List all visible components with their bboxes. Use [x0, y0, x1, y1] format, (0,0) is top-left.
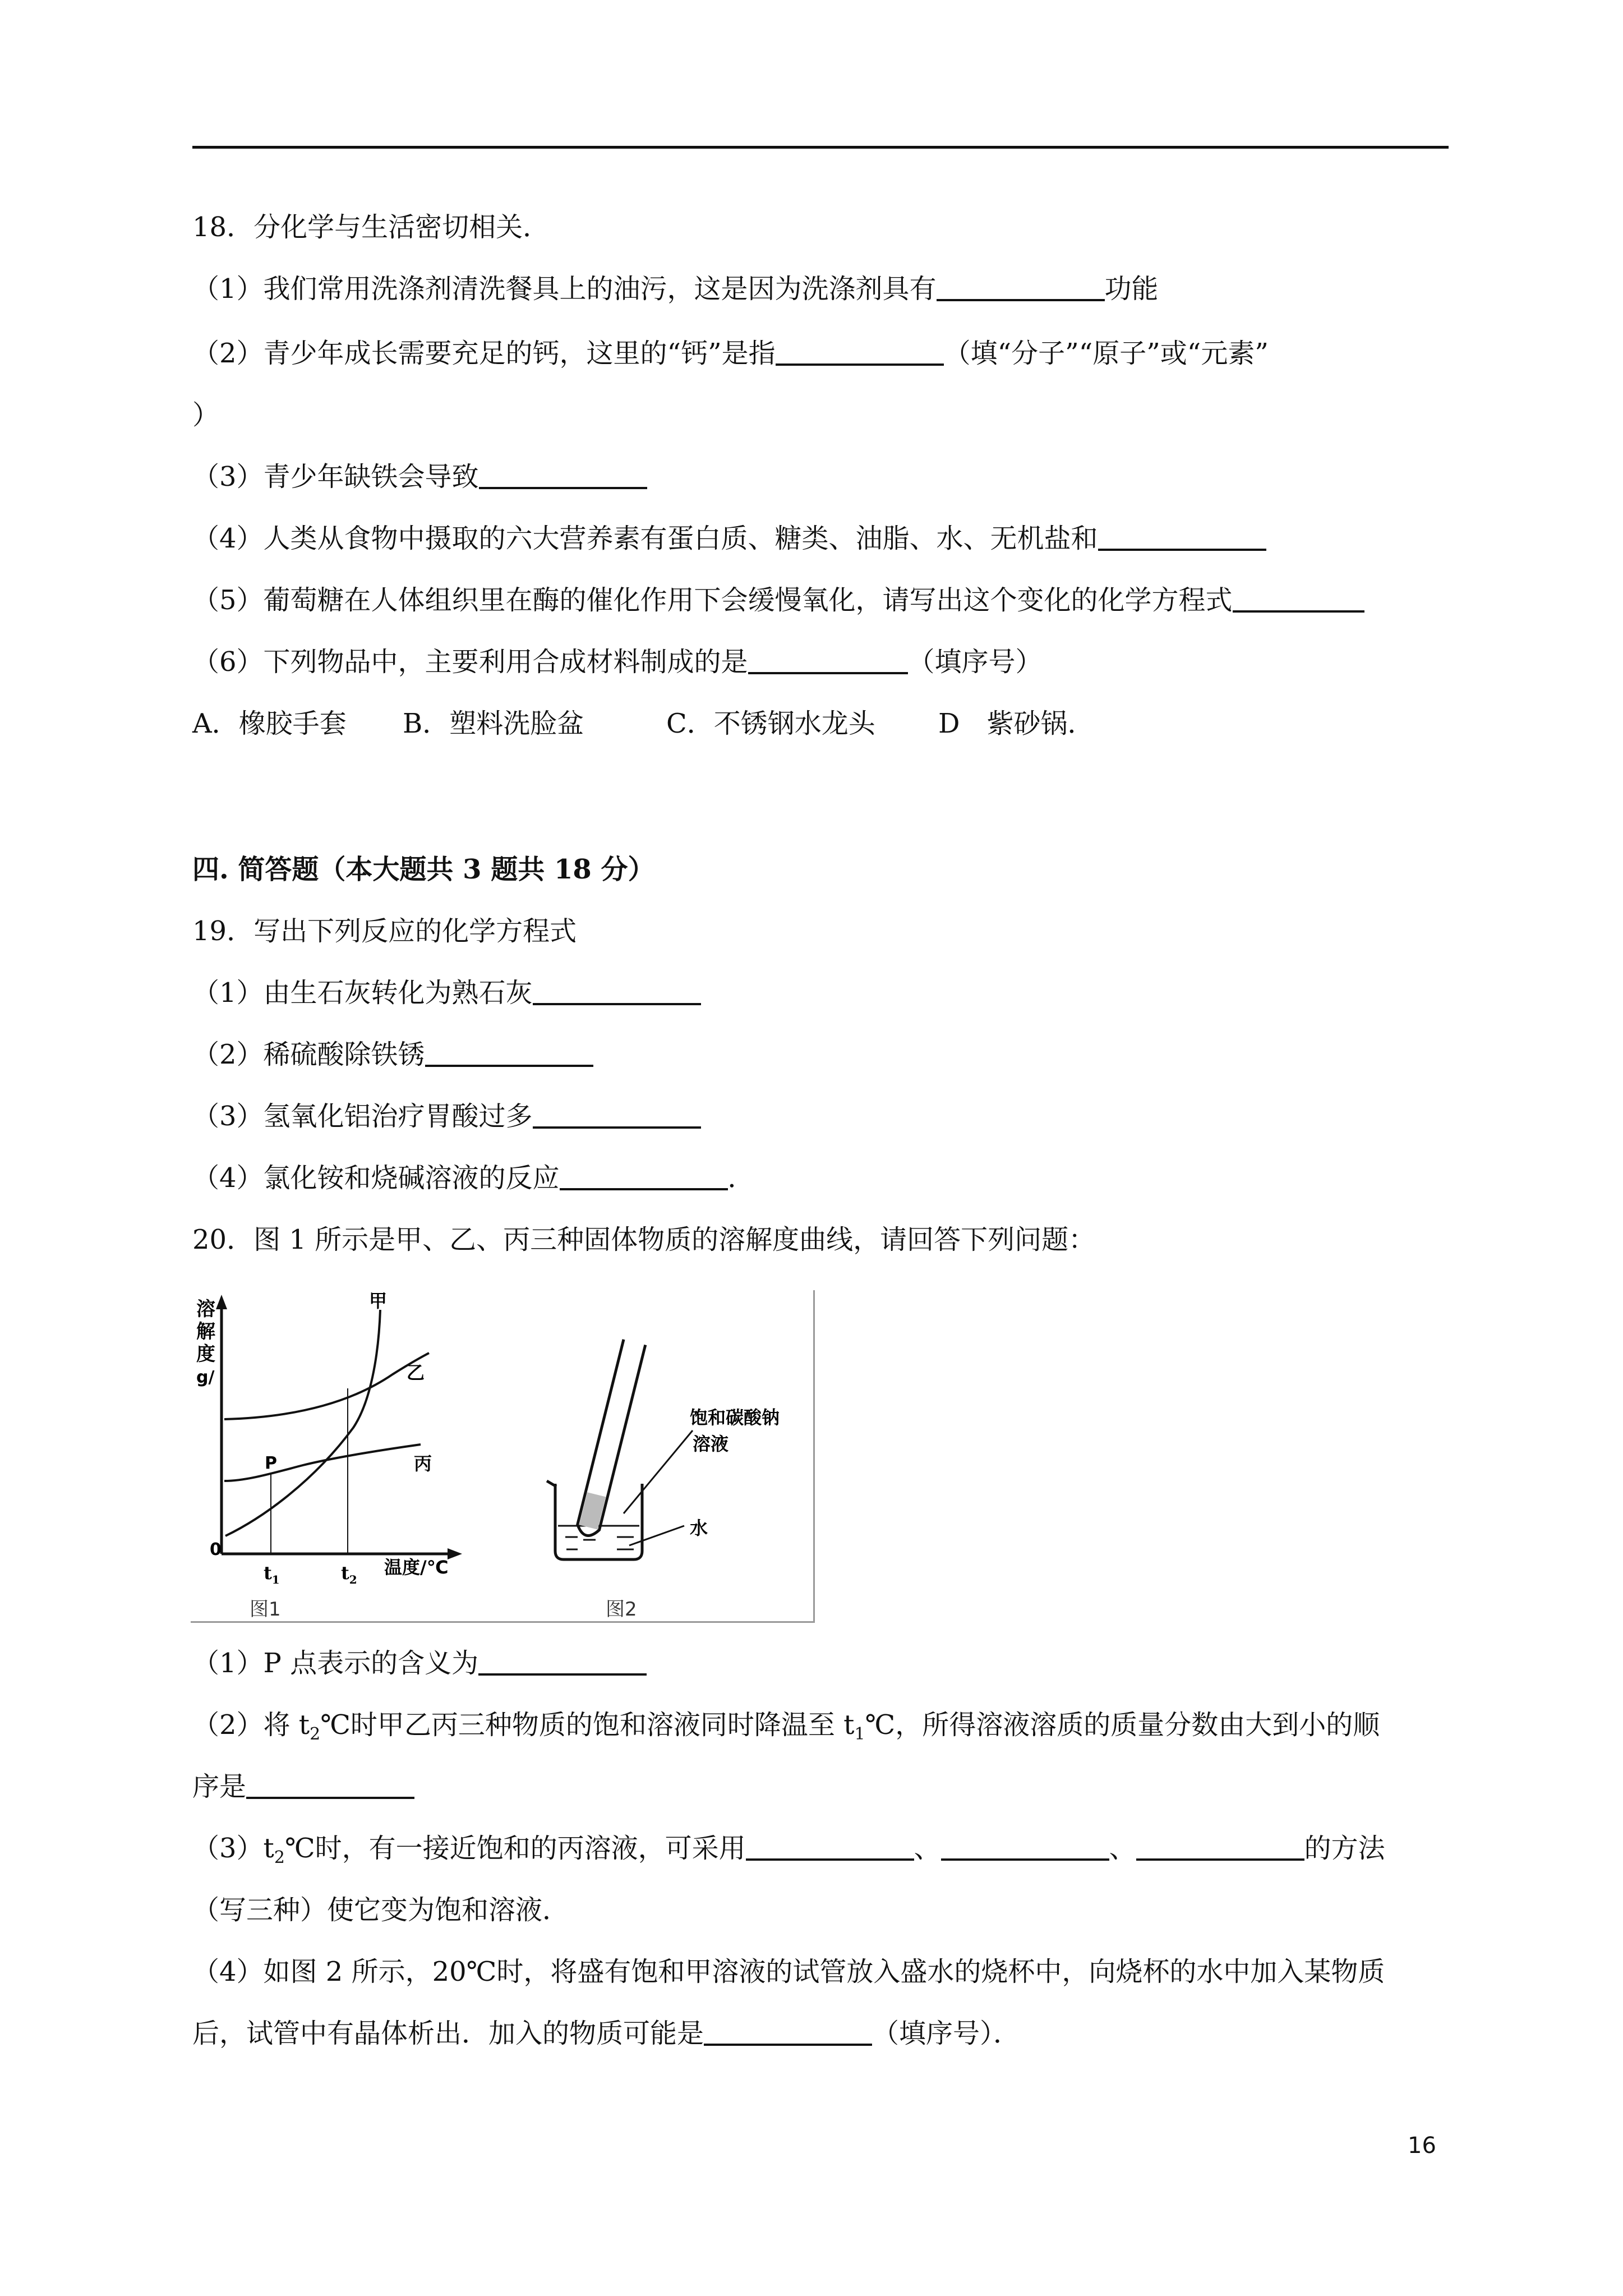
- solubility-chart: [196, 1290, 462, 1621]
- t1-label: $t_1$: [264, 1562, 280, 1586]
- label-yi: 乙: [407, 1362, 425, 1383]
- q18-title: 18．分化学与生活密切相关．: [192, 211, 550, 243]
- x-axis-label: 温度/℃: [384, 1557, 449, 1578]
- caption-fig1: 图1: [250, 1598, 281, 1621]
- answer-blank[interactable]: [533, 1099, 701, 1129]
- option-a[interactable]: A．橡胶手套: [192, 708, 347, 739]
- y-label-char: g/: [196, 1368, 215, 1387]
- q20-part1: （1）P 点表示的含义为: [192, 1646, 1449, 1680]
- label-jia: 甲: [369, 1290, 388, 1312]
- beaker-diagram: [547, 1340, 780, 1621]
- page-number: 16: [1408, 2133, 1436, 2159]
- q20-part4: （4）如图 2 所示，20℃时，将盛有饱和甲溶液的试管放入盛水的烧杯中，向烧杯的水中加入某物质: [192, 1956, 1385, 1987]
- label-p: P: [265, 1453, 277, 1473]
- q20-part3-cont: （写三种）使它变为饱和溶液．: [192, 1894, 570, 1926]
- q18-part6: （6）下列物品中，主要利用合成材料制成的是 （填序号）: [192, 646, 1043, 678]
- answer-blank[interactable]: [533, 976, 701, 1005]
- answer-blank[interactable]: [1098, 522, 1266, 551]
- y-label-char: 解: [196, 1320, 215, 1343]
- q19-title: 19．写出下列反应的化学方程式: [192, 915, 577, 947]
- q18-part2-cont: ）: [192, 399, 220, 431]
- answer-blank[interactable]: [941, 1832, 1109, 1861]
- q18-part5: （5）葡萄糖在人体组织里在酶的催化作用下会缓慢氧化，请写出这个变化的化学方程式: [192, 583, 1449, 617]
- header-rule: [192, 146, 1449, 149]
- answer-blank[interactable]: [748, 645, 908, 674]
- answer-blank[interactable]: [425, 1038, 593, 1067]
- t2-label: $t_2$: [341, 1562, 357, 1586]
- answer-blank[interactable]: [704, 2017, 872, 2046]
- label-water: 水: [690, 1517, 708, 1539]
- pointer-water: [629, 1526, 684, 1545]
- q18-part4: （4）人类从食物中摄取的六大营养素有蛋白质、糖类、油脂、水、无机盐和: [192, 522, 1449, 555]
- label-bing: 丙: [414, 1453, 432, 1474]
- q19-part3: （3）氢氧化铝治疗胃酸过多: [192, 1099, 1449, 1133]
- figure-panel: [191, 1290, 815, 1623]
- curve-jia: [225, 1310, 380, 1536]
- answer-blank[interactable]: [479, 460, 647, 489]
- q20-part2: （2）将 $t_2℃$时甲乙丙三种物质的饱和溶液同时降温至 $t_1℃$，所得溶液溶质的质量分数由大到小的顺: [192, 1709, 1380, 1744]
- x-axis-arrow: [448, 1548, 462, 1559]
- label-solution: 溶液: [693, 1433, 729, 1455]
- answer-blank[interactable]: [246, 1770, 414, 1799]
- pointer-solution: [624, 1430, 693, 1513]
- caption-fig2: 图2: [606, 1598, 637, 1621]
- q20-part4-cont: 后，试管中有晶体析出．加入的物质可能是 （填序号）．: [192, 2018, 1021, 2049]
- q18-options: [192, 707, 1449, 740]
- origin-label: 0: [210, 1540, 222, 1559]
- q20-title: 20．图 1 所示是甲、乙、丙三种固体物质的溶解度曲线，请回答下列问题：: [192, 1224, 1096, 1255]
- answer-blank[interactable]: [1233, 583, 1364, 613]
- figure-svg: [191, 1290, 813, 1621]
- answer-blank[interactable]: [746, 1832, 914, 1861]
- q20-part3: $(3)t_2℃$时，有一接近饱和的丙溶液，可采用 、 、 的方法: [192, 1833, 1385, 1867]
- label-saturated-solution: 饱和碳酸钠: [690, 1407, 780, 1428]
- y-label-char: 度: [196, 1343, 215, 1365]
- test-tube: [575, 1340, 645, 1538]
- option-c[interactable]: C．不锈钢水龙头: [666, 708, 875, 739]
- q19-part4: （4）氯化铵和烧碱溶液的反应 ．: [192, 1162, 755, 1194]
- q19-part2: （2）稀硫酸除铁锈: [192, 1038, 1449, 1071]
- answer-blank[interactable]: [478, 1646, 647, 1676]
- option-b[interactable]: B．塑料洗脸盆: [403, 708, 584, 739]
- answer-blank[interactable]: [776, 337, 944, 366]
- y-axis-arrow: [216, 1295, 227, 1309]
- q18-part1: （1）我们常用洗涤剂清洗餐具上的油污，这是因为洗涤剂具有 功能: [192, 273, 1159, 305]
- answer-blank[interactable]: [560, 1161, 728, 1190]
- q19-part1: （1）由生石灰转化为熟石灰: [192, 976, 1449, 1010]
- q20-part2-cont: 序是: [192, 1770, 1449, 1803]
- answer-blank[interactable]: [937, 272, 1105, 301]
- section-heading: 四. 简答题（本大题共 3 题共 18 分）: [192, 854, 655, 885]
- q18-part2: （2）青少年成长需要充足的钙，这里的“钙”是指 （填“分子”“原子”或“元素”: [192, 338, 1269, 369]
- answer-blank[interactable]: [1136, 1832, 1304, 1861]
- y-label-char: 溶: [196, 1298, 215, 1320]
- q18-part3: （3）青少年缺铁会导致: [192, 460, 1449, 494]
- option-d[interactable]: D 紫砂锅．: [938, 708, 1095, 739]
- curve-yi: [224, 1353, 429, 1419]
